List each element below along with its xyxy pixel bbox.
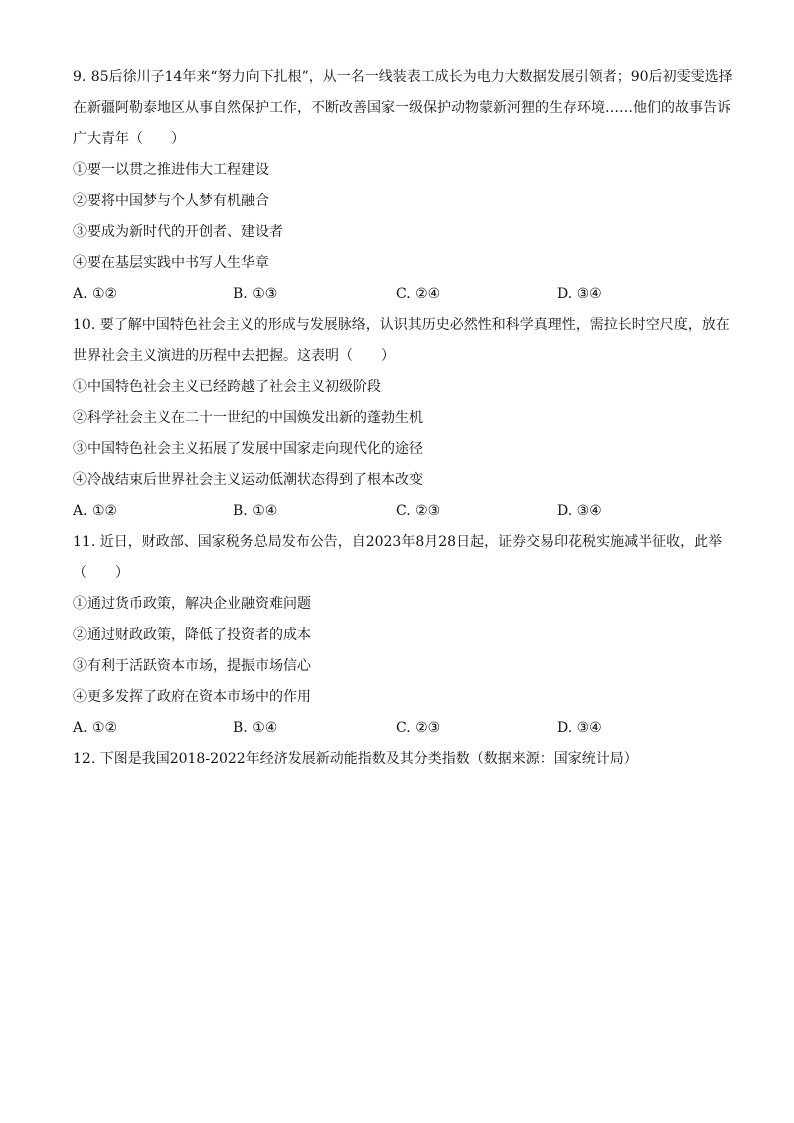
choice-d: D. ③④ xyxy=(557,720,602,736)
question-stem: 10. 要了解中国特色社会主义的形成与发展脉络，认识其历史必然性和科学真理性，需拉长时空尺度，放在世界社会主义演进的历程中去把握。这表明（ ） xyxy=(73,317,730,364)
option-statement: ②科学社会主义在二十一世纪的中国焕发出新的蓬勃生机 xyxy=(73,410,423,426)
question-stem: 12. 下图是我国2018-2022年经济发展新动能指数及其分类指数（数据来源：国家统计局） xyxy=(73,751,638,767)
option-statement: ③有利于活跃资本市场，提振市场信心 xyxy=(73,658,311,674)
choice-b: B. ①④ xyxy=(233,720,278,736)
exam-page xyxy=(73,62,733,775)
question-12 xyxy=(73,744,733,775)
choice-a: A. ①② xyxy=(73,286,118,302)
option-statement: ④更多发挥了政府在资本市场中的作用 xyxy=(73,689,311,705)
option-statement: ③中国特色社会主义拓展了发展中国家走向现代化的途径 xyxy=(73,441,423,457)
question-11 xyxy=(73,527,733,744)
option-statement: ①通过货币政策，解决企业融资难问题 xyxy=(73,596,311,612)
option-statement: ①要一以贯之推进伟大工程建设 xyxy=(73,162,269,178)
option-statement: ④冷战结束后世界社会主义运动低潮状态得到了根本改变 xyxy=(73,472,423,488)
choice-a: A. ①② xyxy=(73,503,118,519)
option-statement: ②通过财政政策，降低了投资者的成本 xyxy=(73,627,311,643)
answer-choices xyxy=(73,279,733,310)
option-statement: ③要成为新时代的开创者、建设者 xyxy=(73,224,283,240)
option-statement: ①中国特色社会主义已经跨越了社会主义初级阶段 xyxy=(73,379,381,395)
choice-c: C. ②③ xyxy=(396,503,441,519)
option-statement: ②要将中国梦与个人梦有机融合 xyxy=(73,193,269,209)
choice-b: B. ①③ xyxy=(233,286,278,302)
choice-d: D. ③④ xyxy=(557,286,602,302)
choice-b: B. ①④ xyxy=(233,503,278,519)
question-stem: 11. 近日，财政部、国家税务总局发布公告，自2023年8月28日起，证券交易印花税实施减半征收，此举（ ） xyxy=(73,534,723,581)
answer-choices xyxy=(73,713,733,744)
answer-choices xyxy=(73,496,733,527)
option-statement: ④要在基层实践中书写人生华章 xyxy=(73,255,269,271)
question-9 xyxy=(73,62,733,310)
choice-a: A. ①② xyxy=(73,720,118,736)
question-stem: 9. 85后徐川子14年来“努力向下扎根”，从一名一线装表工成长为电力大数据发展引领者；90后初雯雯选择在新疆阿勒泰地区从事自然保护工作，不断改善国家一级保护动物蒙新河狸的生存环境……他们的故事告诉广大青年（ ） xyxy=(73,69,733,147)
choice-c: C. ②④ xyxy=(396,286,441,302)
question-10 xyxy=(73,310,733,527)
choice-d: D. ③④ xyxy=(557,503,602,519)
choice-c: C. ②③ xyxy=(396,720,441,736)
